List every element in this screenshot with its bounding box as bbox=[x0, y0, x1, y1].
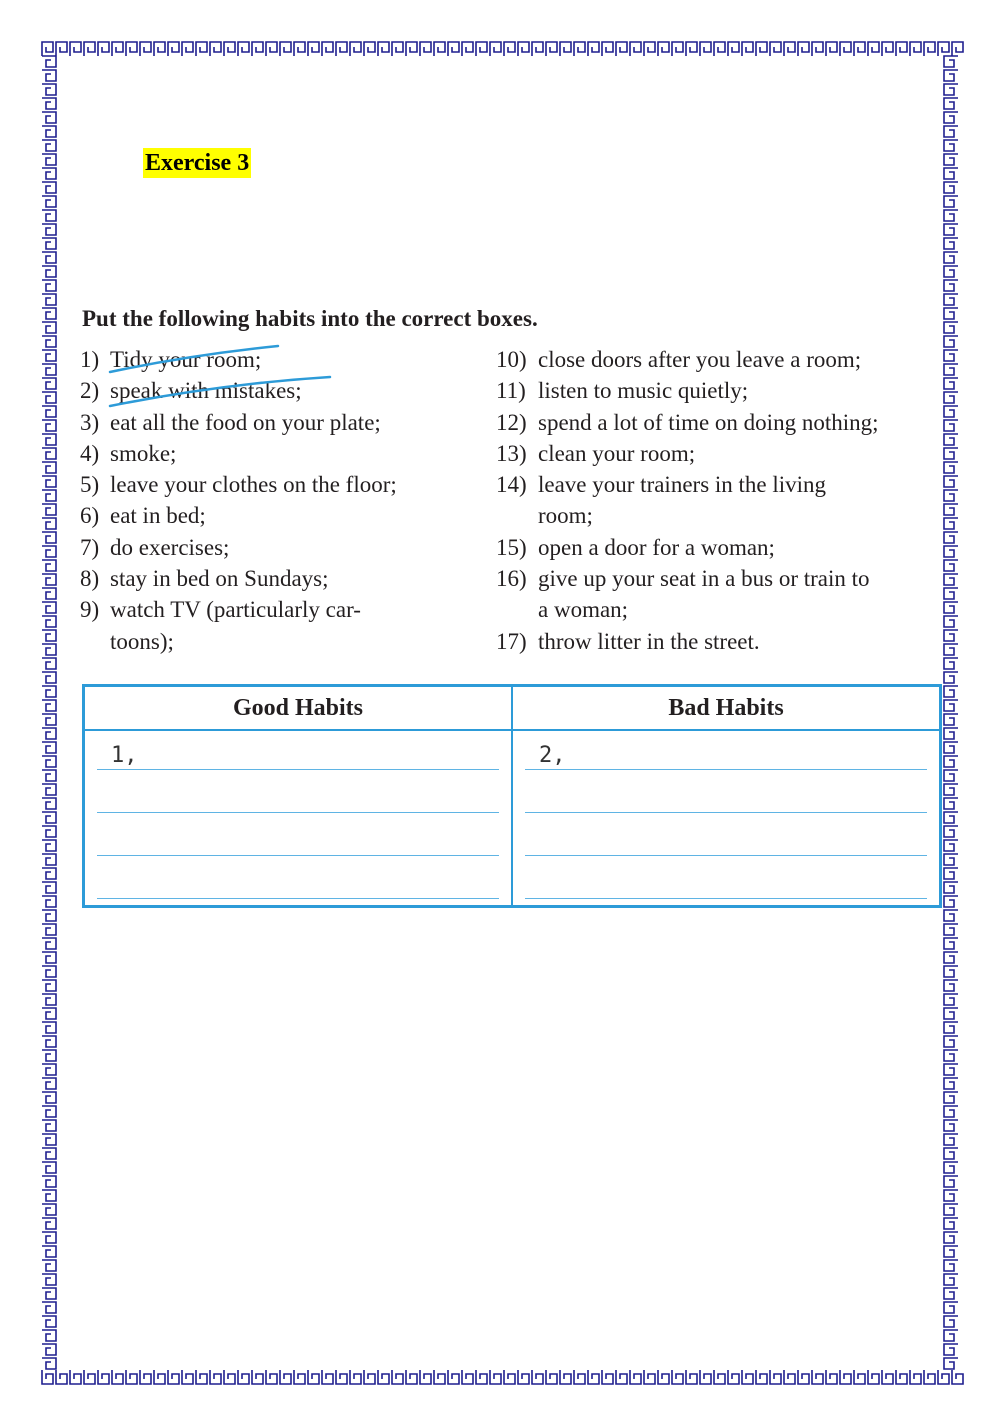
item-text: do exercises; bbox=[110, 534, 230, 560]
item-number: 11) bbox=[496, 378, 526, 404]
item-number: 10) bbox=[496, 347, 527, 372]
item-number: 15) bbox=[496, 534, 527, 560]
habits-table bbox=[82, 684, 942, 908]
item-number: 3) bbox=[80, 409, 100, 435]
item-number: 14) bbox=[496, 472, 527, 498]
item-text: stay in bed on Sundays; bbox=[110, 566, 329, 592]
item-text: give up your seat in a bus or train to bbox=[538, 566, 870, 592]
item-text: leave your trainers in the living bbox=[538, 472, 827, 498]
writing-line bbox=[97, 813, 499, 856]
writing-line bbox=[525, 813, 927, 856]
writing-line bbox=[525, 770, 927, 813]
list-item bbox=[80, 344, 480, 375]
list-item bbox=[496, 344, 946, 375]
item-number: 4) bbox=[80, 440, 100, 466]
list-item bbox=[496, 532, 946, 563]
item-number: 7) bbox=[80, 534, 100, 560]
list-item bbox=[496, 438, 946, 469]
writing-line bbox=[97, 770, 499, 813]
bad-habits-cell[interactable] bbox=[512, 730, 941, 907]
good-habits-header: Good Habits bbox=[84, 686, 513, 731]
list-item bbox=[496, 563, 946, 594]
item-number: 5) bbox=[80, 472, 100, 498]
list-item bbox=[496, 375, 946, 406]
item-text: open a door for a woman; bbox=[538, 534, 775, 560]
item-text: clean your room; bbox=[538, 440, 696, 466]
item-text-continuation: a woman; bbox=[538, 597, 629, 623]
writing-lines bbox=[525, 769, 927, 899]
item-text: watch TV (particularly car- bbox=[110, 597, 361, 623]
habit-list-left bbox=[80, 344, 480, 657]
item-number: 17) bbox=[496, 628, 527, 654]
list-item bbox=[80, 469, 480, 500]
item-number: 2) bbox=[80, 378, 100, 404]
item-number: 9) bbox=[80, 597, 100, 623]
item-number: 13) bbox=[496, 440, 527, 466]
exercise-title: Exercise 3 bbox=[145, 150, 250, 176]
item-text: eat in bed; bbox=[110, 503, 206, 529]
list-item bbox=[496, 469, 946, 500]
list-item bbox=[496, 626, 946, 657]
item-number: 6) bbox=[80, 503, 100, 529]
item-number: 12) bbox=[496, 409, 527, 435]
bad-habits-answer: 2, bbox=[539, 743, 566, 768]
list-item bbox=[80, 438, 480, 469]
bad-habits-header: Bad Habits bbox=[512, 686, 941, 731]
item-text: leave your clothes on the floor; bbox=[110, 472, 397, 498]
item-number: 16) bbox=[496, 566, 527, 592]
list-item bbox=[80, 563, 480, 594]
habit-list-right bbox=[496, 344, 946, 657]
item-text: eat all the food on your plate; bbox=[110, 409, 381, 435]
item-number: 8) bbox=[80, 566, 100, 592]
list-item bbox=[80, 532, 480, 563]
list-item bbox=[80, 375, 480, 406]
item-text: Tidy your room; bbox=[110, 347, 262, 372]
item-text: throw litter in the street. bbox=[538, 628, 760, 654]
writing-line bbox=[97, 856, 499, 899]
item-number: 1) bbox=[80, 347, 100, 372]
item-text: smoke; bbox=[110, 440, 177, 466]
good-habits-cell[interactable] bbox=[84, 730, 513, 907]
item-text-continuation: toons); bbox=[110, 628, 174, 654]
item-text: speak with mistakes; bbox=[110, 378, 302, 404]
item-text-continuation: room; bbox=[538, 503, 593, 529]
list-item bbox=[80, 594, 480, 625]
writing-lines bbox=[97, 769, 499, 899]
item-text: spend a lot of time on doing nothing; bbox=[538, 409, 879, 435]
item-text: close doors after you leave a room; bbox=[538, 347, 862, 372]
list-item bbox=[80, 407, 480, 438]
good-habits-answer: 1, bbox=[111, 743, 138, 768]
list-item bbox=[80, 500, 480, 531]
item-text: listen to music quietly; bbox=[538, 378, 749, 404]
list-item bbox=[496, 407, 946, 438]
instruction-text: Put the following habits into the correct boxes. bbox=[82, 306, 538, 331]
writing-line bbox=[525, 856, 927, 899]
